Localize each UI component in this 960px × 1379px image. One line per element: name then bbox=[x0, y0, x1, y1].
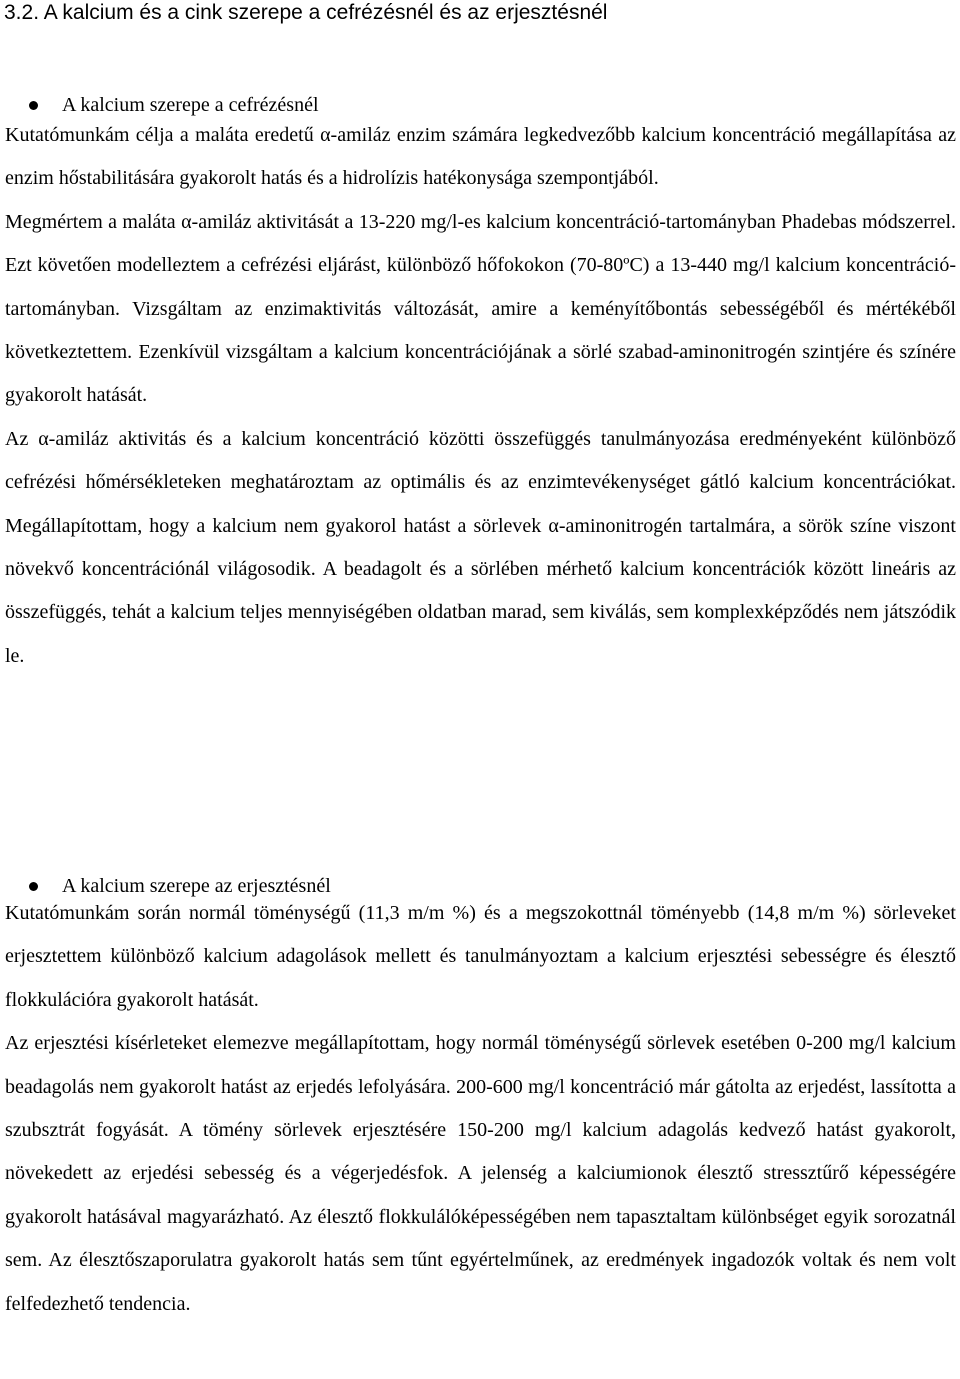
section-calcium-mashing bbox=[5, 90, 956, 678]
subheading-calcium-fermentation bbox=[5, 871, 956, 901]
paragraph: Az α-amiláz aktivitás és a kalcium koncentráció közötti összefüggés tanulmányozása eredményeként különböző cefrézési hőmérsékleteken meghatároztam az optimális és az enzimtevékenységet gátló kalcium koncentrációkat. Megállapítottam, hogy a kalcium nem gyakorol hatást a sörlevek α-aminonitrogén tartalmára, a sörök színe viszont növekvő koncentrációnál világosodik. A beadagolt és a sörlében mérhető kalcium koncentrációk között lineáris az összefüggés, tehát a kalcium teljes mennyiségében oldatban marad, sem kiválás, sem komplexképződés nem játszódik le. bbox=[5, 427, 956, 667]
paragraph: Az erjesztési kísérleteket elemezve megállapítottam, hogy normál töménységű sörlevek esetében 0-200 mg/l kalcium beadagolás nem gyakorolt hatást az erjedés lefolyására. 200-600 mg/l koncentráció már gátolta az erjedést, lassította a szubsztrát fogyását. A tömény sörlevek erjesztésére 150-200 mg/l kalcium adagolás kedvező hatást gyakorolt, növekedett az erjedési sebesség és a végerjedésfok. A jelenség a kalciumionok élesztő stressztűrő képességére gyakorolt hatásával magyarázható. Az élesztő flokkulálóképességében nem tapasztaltam különbséget egyik sorozatnál sem. Az élesztőszaporulatra gyakorolt hatás sem tűnt egyértelműnek, az eredmények ingadozók voltak és nem volt felfedezhető tendencia. bbox=[5, 1032, 956, 1315]
paragraph: Kutatómunkám során normál töménységű (11,3 m/m %) és a megszokottnál töményebb (14,8 m/m %) sörleveket erjesztettem különböző kalcium adagolások mellett és tanulmányoztam a kalcium erjesztési sebességre és élesztő flokkulációra gyakorolt hatását. bbox=[5, 902, 956, 1011]
paragraph: Kutatómunkám célja a maláta eredetű α-amiláz enzim számára legkedvezőbb kalcium koncentráció megállapítása az enzim hőstabilitására gyakorolt hatás és a hidrolízis hatékonysága szempontjából. bbox=[5, 124, 956, 190]
subheading-text: A kalcium szerepe a cefrézésnél bbox=[62, 94, 319, 116]
subheading-text: A kalcium szerepe az erjesztésnél bbox=[62, 875, 331, 897]
subheading-calcium-mashing bbox=[5, 90, 956, 120]
bullet-icon bbox=[29, 101, 38, 110]
section-heading: 3.2. A kalcium és a cink szerepe a cefrézésnél és az erjesztésnél bbox=[4, 1, 608, 24]
section-calcium-fermentation bbox=[5, 871, 956, 1326]
bullet-icon bbox=[29, 882, 38, 891]
paragraph: Megmértem a maláta α-amiláz aktivitását a 13-220 mg/l-es kalcium koncentráció-tartományban Phadebas módszerrel. Ezt követően modelleztem a cefrézési eljárást, különböző hőfokokon (70-80ºC) a 13-440 mg/l kalcium koncentráció-tartományban. Vizsgáltam az enzimaktivitás változását, amire a keményítőbontás sebességéből és mértékéből következtettem. Ezenkívül vizsgáltam a kalcium koncentrációjának a sörlé szabad-aminonitrogén szintjére és színére gyakorolt hatását. bbox=[5, 210, 956, 407]
